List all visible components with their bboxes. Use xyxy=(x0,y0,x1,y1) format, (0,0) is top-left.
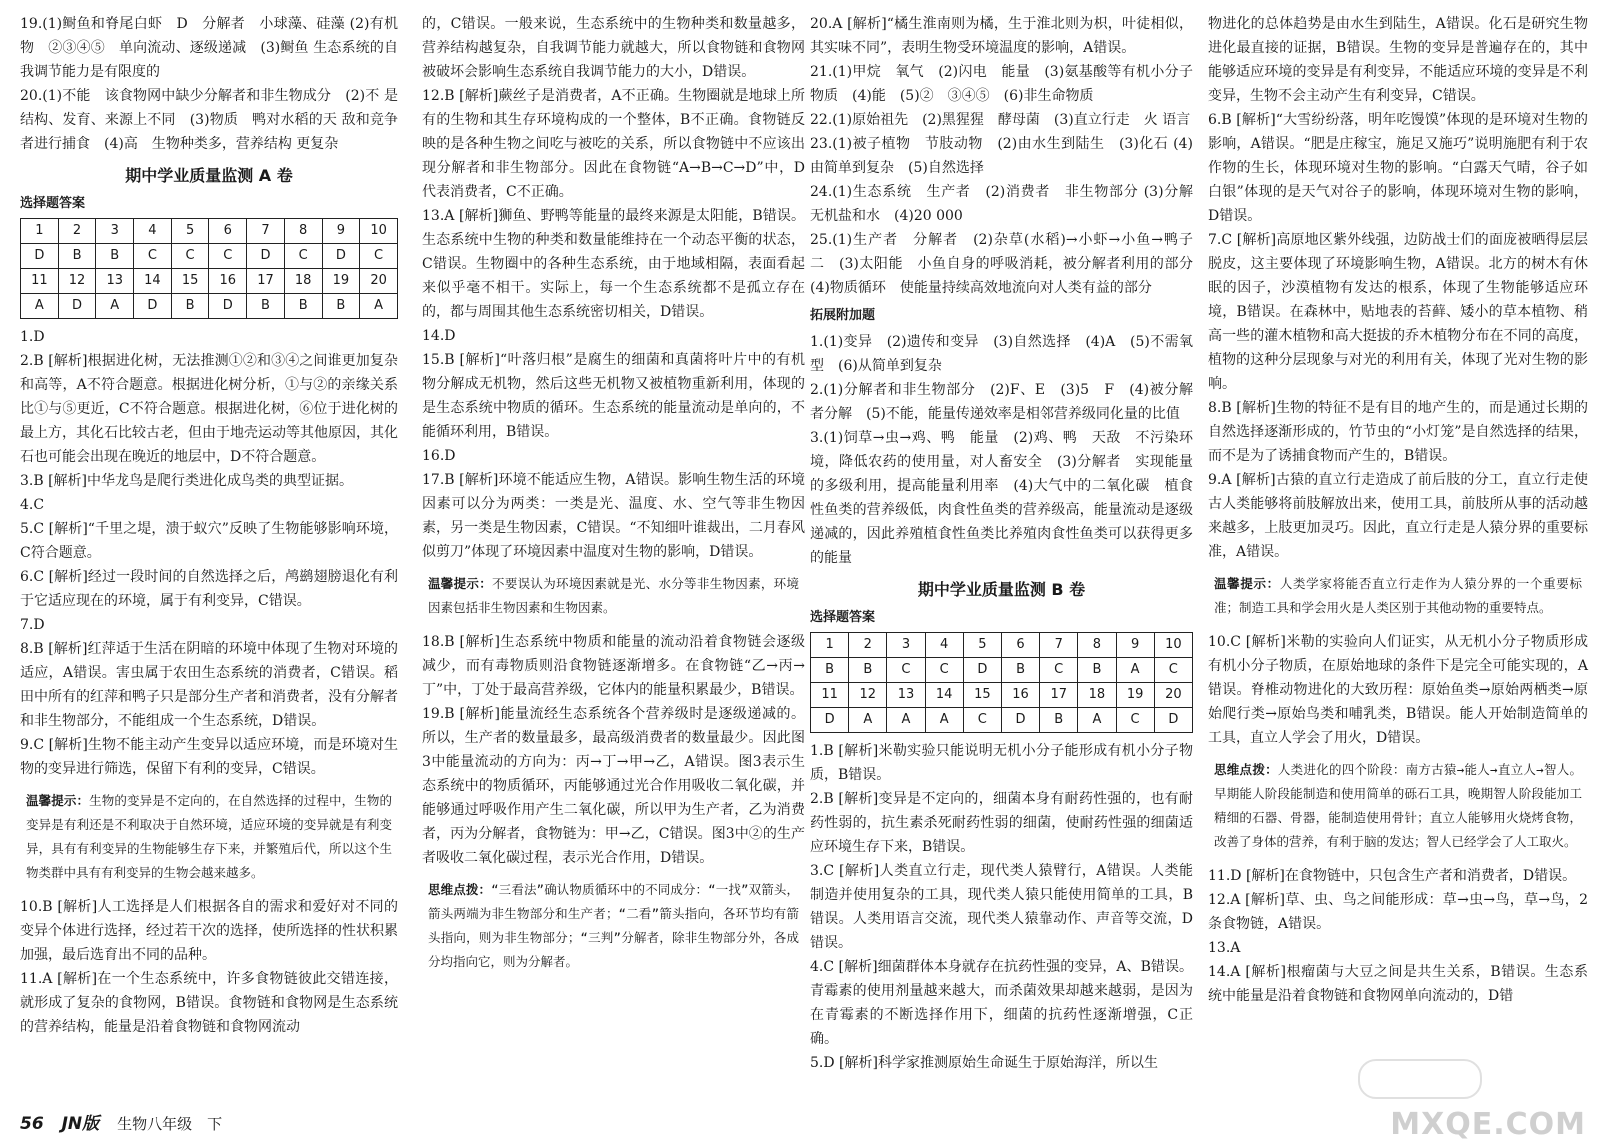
table-cell: B xyxy=(849,658,887,683)
thinking-label: 思维点拨： xyxy=(428,882,492,897)
table-cell: 1 xyxy=(811,633,849,658)
table-cell: B xyxy=(171,294,209,319)
table-cell: D xyxy=(209,294,247,319)
table-cell: C xyxy=(963,708,1001,733)
answer-a23: 23.(1)被子植物 节肢动物 (2)由水生到陆生 (3)化石 (4)由简单到复杂 (5)自然选择 xyxy=(810,136,1193,176)
answer-a8: 8.B [解析]红萍适于生活在阴暗的环境中体现了生物对环境的适应，A错误。害虫属于农田生态系统的消费者，C错误。稻田中所有的红萍和鸭子只是部分生产者和消费者，没有分解者和非生物部分，不能组成一个生态系统，D错误。 xyxy=(20,641,398,729)
answer-b3: 3.C [解析]人类直立行走，现代类人猿臂行，A错误。人类能制造并使用复杂的工具，现代类人猿只能使用简单的工具，B错误。人类用语言交流，现代类人猿靠动作、声音等交流，D错误。 xyxy=(810,863,1193,951)
thinking-note xyxy=(422,878,805,974)
answer-a24: 24.(1)生态系统 生产者 (2)消费者 非生物部分 (3)分解 无机盐和水 (4)20 000 xyxy=(810,184,1207,224)
answer-a10: 10.B [解析]人工选择是人们根据各自的需求和爱好对不同的变异个体进行选择，经过若干次的选择，使所选择的性状积累加强，最后选育出不同的品种。 xyxy=(20,899,398,963)
answer-b5: 5.D [解析]科学家推测原始生命诞生于原始海洋，所以生 xyxy=(810,1055,1158,1071)
extension-2: 2.(1)分解者和非生物部分 (2)F、E (3)5 F (4)被分解者分解 (5)不能，能量传递效率是相邻营养级同化量的比值 xyxy=(810,382,1193,422)
table-cell: 9 xyxy=(1116,633,1154,658)
answer-a25: 25.(1)生产者 分解者 (2)杂草(水稻)→小虾→小鱼→鸭子 二 (3)太阳能 小鱼自身的呼吸消耗，被分解者利用的部分 (4)物质循环 使能量持续高效地流向对人类有益的部分 xyxy=(810,232,1207,296)
answer-b4: 4.C [解析]细菌群体本身就存在抗药性强的变异，A、B错误。青霉素的使用剂量越来越大，而杀菌效果却越来越弱，是因为在青霉素的不断选择作用下，细菌的抗药性逐渐增强，C正确。 xyxy=(810,959,1193,1047)
table-cell: 6 xyxy=(1001,633,1039,658)
table-cell: 4 xyxy=(925,633,963,658)
table-cell: 1 xyxy=(21,219,59,244)
table-cell: D xyxy=(811,708,849,733)
table-row xyxy=(21,269,398,294)
table-cell: C xyxy=(284,244,322,269)
table-cell: 11 xyxy=(811,683,849,708)
table-cell: B xyxy=(1078,658,1116,683)
choice-answers-heading: 选择题答案 xyxy=(810,610,876,625)
answer-a11: 11.A [解析]在一个生态系统中，许多食物链彼此交错连接，就形成了复杂的食物网，B错误。食物链和食物网是生态系统的营养结构，能量是沿着食物链和食物网流动 xyxy=(20,971,398,1035)
answer-a21: 21.(1)甲烷 氧气 (2)闪电 能量 (3)氨基酸等有机小分子物质 (4)能 (5)② ③④⑤ (6)非生命物质 xyxy=(810,64,1193,104)
table-cell: 7 xyxy=(247,219,285,244)
table-cell: C xyxy=(209,244,247,269)
table-cell: 20 xyxy=(1154,683,1192,708)
answer-a18: 18.B [解析]生态系统中物质和能量的流动沿着食物链会逐级减少，而有毒物质则沿食物链逐渐增多。在食物链“乙→丙→丁”中，丁处于最高营养级，它体内的能量积累最少，B错误。 xyxy=(422,634,805,698)
table-cell: 6 xyxy=(209,219,247,244)
table-cell: C xyxy=(1116,708,1154,733)
answer-a1: 1.D xyxy=(20,329,45,345)
table-cell: D xyxy=(247,244,285,269)
table-row xyxy=(811,683,1193,708)
table-cell: D xyxy=(134,294,172,319)
answer-a9: 9.C [解析]生物不能主动产生变异以适应环境，而是环境对生物的变异进行筛选，保留下有利的变异，C错误。 xyxy=(20,737,398,777)
answer-a15: 15.B [解析]“叶落归根”是腐生的细菌和真菌将叶片中的有机物分解成无机物，然后这些无机物又被植物重新利用，体现的是生态系统中物质的循环。生态系统的能量流动是单向的，不能循环利用，B错误。 xyxy=(422,352,805,440)
table-row xyxy=(21,219,398,244)
table-row xyxy=(811,708,1193,733)
table-cell: 19 xyxy=(1116,683,1154,708)
answer-20: 20.(1)不能 该食物网中缺少分解者和非生物成分 (2)不 是 结构、发育、来源上不同 (3)物质 鸭对水稻的天 敌和竞争者进行捕食 (4)高 生物种类多，营养结构 更复杂 xyxy=(20,88,412,152)
answer-a16: 16.D xyxy=(422,448,456,464)
table-cell: 8 xyxy=(284,219,322,244)
answer-a4: 4.C xyxy=(20,497,45,513)
table-cell: C xyxy=(360,244,398,269)
table-cell: 3 xyxy=(96,219,134,244)
table-cell: 14 xyxy=(925,683,963,708)
table-cell: A xyxy=(1078,708,1116,733)
table-cell: B xyxy=(284,294,322,319)
table-cell: A xyxy=(96,294,134,319)
table-cell: D xyxy=(963,658,1001,683)
table-cell: C xyxy=(1154,658,1192,683)
answer-a6: 6.C [解析]经过一段时间的自然选择之后，鸬鹚翅膀退化有利于它适应现在的环境，属于有利变异，C错误。 xyxy=(20,569,398,609)
table-cell: B xyxy=(58,244,96,269)
table-cell: 16 xyxy=(209,269,247,294)
answer-b7: 7.C [解析]高原地区紫外线强，边防战士们的面庞被晒得层层脱皮，这主要体现了环境影响生物，A错误。北方的树木有休眠的因子，沙漠植物有发达的根系，体现了生物能够适应环境，B错误。在森林中，贴地表的苔藓、矮小的草本植物、稍高一些的灌木植物和高大挺拔的乔木植物分布在不同的高度，植物的这种分层现象与对光的利用有关，体现了光对生物的影响。 xyxy=(1208,232,1588,392)
answer-b14: 14.A [解析]根瘤菌与大豆之间是共生关系，B错误。生态系统中能量是沿着食物链和食物网单向流动的，D错 xyxy=(1208,964,1588,1004)
answer-b8: 8.B [解析]生物的特征不是有目的地产生的，而是通过长期的自然选择逐渐形成的，竹节虫的“小灯笼”是自然选择的结果，而不是为了诱捕食物而产生的，B错误。 xyxy=(1208,400,1588,464)
answer-a11-cont: 的，C错误。一般来说，生态系统中的生物种类和数量越多，营养结构越复杂，自我调节能力就越大，所以食物链和食物网被破坏会影响生态系统自我调节能力的大小，D错误。 xyxy=(422,16,805,80)
table-cell: 11 xyxy=(21,269,59,294)
table-cell: 13 xyxy=(96,269,134,294)
tip-label: 温馨提示： xyxy=(26,793,90,808)
answer-a2: 2.B [解析]根据进化树，无法推测①②和③④之间谁更加复杂和高等，A不符合题意。根据进化树分析，①与②的亲缘关系比①与⑤更近，C不符合题意。根据进化树，⑥位于进化树的最上方，其化石比较古老，但由于地壳运动等其他原因，其化石也可能会出现在晚近的地层中，D不符合题意。 xyxy=(20,353,398,465)
thinking-text: “三看法”确认物质循环中的不同成分：“一找”双箭头，箭头两端为非生物部分和生产者；“二看”箭头指向，各环节均有箭头指向，则为非生物部分；“三判”分解者，除非生物部分外，各成分均指向它，则为分解者。 xyxy=(428,882,799,969)
answer-b6: 6.B [解析]“大雪纷纷落，明年吃馒馍”体现的是环境对生物的影响，A错误。“肥是庄稼宝，施足又施巧”说明施肥有利于农作物的生长，体现环境对生物的影响。“白露天气晴，谷子如白银”体现的是天气对谷子的影响，体现环境对生物的影响，D错误。 xyxy=(1208,112,1588,224)
answer-table-a xyxy=(20,218,398,319)
answer-a20: 20.A [解析]“橘生淮南则为橘，生于淮北则为枳，叶徒相似，其实味不同”，表明生物受环境温度的影响，A错误。 xyxy=(810,16,1193,56)
table-cell: 15 xyxy=(963,683,1001,708)
answer-a19: 19.B [解析]能量流经生态系统各个营养级时是逐级递减的。所以，生产者的数量最多，最高级消费者的数量最少。因此图3中能量流动的方向为：丙→丁→甲→乙，A错误。图3表示生态系统中的物质循环，丙能够通过光合作用吸收二氧化碳，并能够通过呼吸作用产生二氧化碳，所以甲为生产者，乙为消费者，丙为分解者，食物链为：甲→乙，C错误。图3中②的生产者吸收二氧化碳过程，表示光合作用，D错误。 xyxy=(422,706,805,866)
thinking-label: 思维点拨： xyxy=(1214,762,1278,777)
answer-b10: 10.C [解析]米勒的实验向人们证实，从无机小分子物质形成有机小分子物质，在原始地球的条件下是完全可能实现的，A错误。脊椎动物进化的大致历程：原始鱼类→原始两栖类→原始爬行类→原始鸟类和哺乳类，B错误。能人开始制造简单的工具，直立人学会了用火，D错误。 xyxy=(1208,634,1588,746)
table-cell: 4 xyxy=(134,219,172,244)
extension-1: 1.(1)变异 (2)遗传和变异 (3)自然选择 (4)A (5)不需氧型 (6)从简单到复杂 xyxy=(810,334,1193,374)
table-cell: A xyxy=(1116,658,1154,683)
subject-label: 生物八年级 下 xyxy=(117,1115,223,1133)
answer-a17: 17.B [解析]环境不能适应生物，A错误。影响生物生活的环境因素可以分为两类：一类是光、温度、水、空气等非生物因素，另一类是生物因素，C错误。“不知细叶谁裁出，二月春风似剪刀”体现了环境因素中温度对生物的影响，D错误。 xyxy=(422,472,805,560)
table-cell: C xyxy=(925,658,963,683)
tip-text: 不要误认为环境因素就是光、水分等非生物因素，环境因素包括非生物因素和生物因素。 xyxy=(428,576,799,615)
table-cell: C xyxy=(887,658,925,683)
table-cell: C xyxy=(171,244,209,269)
answer-19: 19.(1)鲥鱼和脊尾白虾 D 分解者 小球藻、硅藻 (2)有机物 ②③④⑤ 单向流动、逐级递减 (3)鲥鱼 生态系统的自我调节能力是有限度的 xyxy=(20,16,398,80)
section-title-b: 期中学业质量监测 B 卷 xyxy=(917,580,1086,599)
table-cell: 7 xyxy=(1040,633,1078,658)
choice-answers-heading: 选择题答案 xyxy=(20,196,86,211)
table-cell: 13 xyxy=(887,683,925,708)
table-cell: 9 xyxy=(322,219,360,244)
table-cell: D xyxy=(1001,708,1039,733)
answer-a13: 13.A [解析]狮鱼、野鸭等能量的最终来源是太阳能，B错误。生态系统中生物的种类和数量能维持在一个动态平衡的状态，C错误。生物圈中的各种生态系统，由于地域相隔，表面看起来似乎毫不相干。实际上，每一个生态系统都不是孤立存在的，都与周围其他生态系统密切相关，D错误。 xyxy=(422,208,805,320)
tip-label: 温馨提示： xyxy=(428,576,493,591)
table-cell: 18 xyxy=(284,269,322,294)
watermark-seal-icon xyxy=(1358,1059,1482,1099)
table-cell: 18 xyxy=(1078,683,1116,708)
thinking-text: 人类进化的四个阶段：南方古猿→能人→直立人→智人。早期能人阶段能制造和使用简单的砾石工具，晚期智人阶段能加工精细的石器、骨器，能制造使用骨针；直立人能够用火烧烤食物，改善了身体的营养，有利于脑的发达；智人已经学会了人工取火。 xyxy=(1214,762,1582,849)
column-3 xyxy=(810,12,1207,1102)
table-cell: 3 xyxy=(887,633,925,658)
answer-a7: 7.D xyxy=(20,617,45,633)
table-cell: 14 xyxy=(134,269,172,294)
table-cell: B xyxy=(1001,658,1039,683)
table-cell: 20 xyxy=(360,269,398,294)
table-cell: 12 xyxy=(58,269,96,294)
tip-note xyxy=(422,572,805,620)
section-title-a: 期中学业质量监测 A 卷 xyxy=(125,166,293,185)
table-row xyxy=(21,294,398,319)
answer-b9: 9.A [解析]古猿的直立行走造成了前后肢的分工，直立行走使古人类能够将前肢解放出来，使用工具，前肢所从事的活动越来越多，上肢更加灵巧。因此，直立行走是人猿分界的重要标准，A错误。 xyxy=(1208,472,1588,560)
table-cell: 17 xyxy=(247,269,285,294)
table-cell: B xyxy=(1040,708,1078,733)
table-cell: A xyxy=(360,294,398,319)
answer-a3: 3.B [解析]中华龙鸟是爬行类进化成鸟类的典型证据。 xyxy=(20,473,354,489)
table-cell: 19 xyxy=(322,269,360,294)
answer-b2: 2.B [解析]变异是不定向的，细菌本身有耐药性强的，也有耐药性弱的，抗生素杀死耐药性弱的细菌，使耐药性强的细菌适应环境生存下来，B错误。 xyxy=(810,791,1193,855)
table-row xyxy=(811,633,1193,658)
table-row xyxy=(21,244,398,269)
column-4 xyxy=(1208,12,1588,1102)
table-cell: 15 xyxy=(171,269,209,294)
extension-heading: 拓展附加题 xyxy=(810,308,876,323)
table-cell: B xyxy=(322,294,360,319)
answer-b13: 13.A xyxy=(1208,940,1241,956)
answer-b5-cont: 物进化的总体趋势是由水生到陆生，A错误。化石是研究生物进化最直接的证据，B错误。生物的变异是普遍存在的，其中能够适应环境的变异是有利变异，不能适应环境的变异是不利变异，生物不会主动产生有利变异，C错误。 xyxy=(1208,16,1588,104)
extension-3: 3.(1)饲草→虫→鸡、鸭 能量 (2)鸡、鸭 天敌 不污染环境，降低农药的使用量，对人畜安全 (3)分解者 实现能量的多级利用，提高能量利用率 (4)大气中的二氧化碳 植食性鱼类的营养级低，肉食性鱼类的营养级高，能量流动是逐级递减的，因此养殖植食性鱼类比养殖肉食性鱼类可以获得更多的能量 xyxy=(810,430,1193,566)
answer-b11: 11.D [解析]在食物链中，只包含生产者和消费者，D错误。 xyxy=(1208,868,1577,884)
table-cell: D xyxy=(1154,708,1192,733)
answer-b1: 1.B [解析]米勒实验只能说明无机小分子能形成有机小分子物质，B错误。 xyxy=(810,743,1193,783)
tip-label: 温馨提示： xyxy=(1214,576,1280,591)
column-2 xyxy=(422,12,805,1102)
table-cell: A xyxy=(887,708,925,733)
thinking-note xyxy=(1208,758,1588,854)
table-cell: C xyxy=(134,244,172,269)
table-cell: A xyxy=(21,294,59,319)
answer-table-b xyxy=(810,632,1193,733)
answer-b12: 12.A [解析]草、虫、鸟之间能形成：草→虫→鸟，草→鸟，2条食物链，A错误。 xyxy=(1208,892,1588,932)
table-cell: D xyxy=(322,244,360,269)
table-cell: 8 xyxy=(1078,633,1116,658)
table-cell: B xyxy=(96,244,134,269)
column-1 xyxy=(20,12,412,1102)
table-cell: 5 xyxy=(171,219,209,244)
table-cell: D xyxy=(21,244,59,269)
table-cell: A xyxy=(849,708,887,733)
table-cell: B xyxy=(811,658,849,683)
table-cell: 10 xyxy=(1154,633,1192,658)
table-cell: 2 xyxy=(58,219,96,244)
table-cell: C xyxy=(1040,658,1078,683)
table-cell: 5 xyxy=(963,633,1001,658)
edition-label: JN版 xyxy=(61,1114,100,1134)
table-cell: B xyxy=(247,294,285,319)
table-cell: D xyxy=(58,294,96,319)
answer-a14: 14.D xyxy=(422,328,456,344)
tip-note xyxy=(1208,572,1588,620)
table-cell: A xyxy=(925,708,963,733)
answer-a5: 5.C [解析]“千里之堤，溃于蚁穴”反映了生物能够影响环境，C符合题意。 xyxy=(20,521,398,561)
page-number: 56 xyxy=(20,1114,44,1134)
table-cell: 12 xyxy=(849,683,887,708)
table-cell: 10 xyxy=(360,219,398,244)
tip-text: 人类学家将能否直立行走作为人猿分界的一个重要标准；制造工具和学会用火是人类区别于其他动物的重要特点。 xyxy=(1214,576,1582,615)
table-row xyxy=(811,658,1193,683)
table-cell: 2 xyxy=(849,633,887,658)
answer-a12: 12.B [解析]蕨丝子是消费者，A不正确。生物圈就是地球上所有的生物和其生存环境构成的一个整体，B不正确。食物链反映的是各种生物之间吃与被吃的关系，所以食物链中不应该出现分解者和非生物部分。因此在食物链“A→B→C→D”中，D代表消费者，C不正确。 xyxy=(422,88,805,200)
page-footer xyxy=(20,1112,234,1136)
table-cell: 16 xyxy=(1001,683,1039,708)
answer-a22: 22.(1)原始祖先 (2)黑猩猩 酵母菌 (3)直立行走 火 语言 xyxy=(810,112,1191,128)
table-cell: 17 xyxy=(1040,683,1078,708)
tip-text: 生物的变异是不定向的，在自然选择的过程中，生物的变异是有利还是不利取决于自然环境，适应环境的变异就是有利变异，具有有利变异的生物能够生存下来，并繁殖后代，所以这个生物类群中具有有利变异的生物会越来越多。 xyxy=(26,793,392,880)
watermark: MXQE.COM xyxy=(1390,1107,1586,1142)
tip-note xyxy=(20,789,398,885)
